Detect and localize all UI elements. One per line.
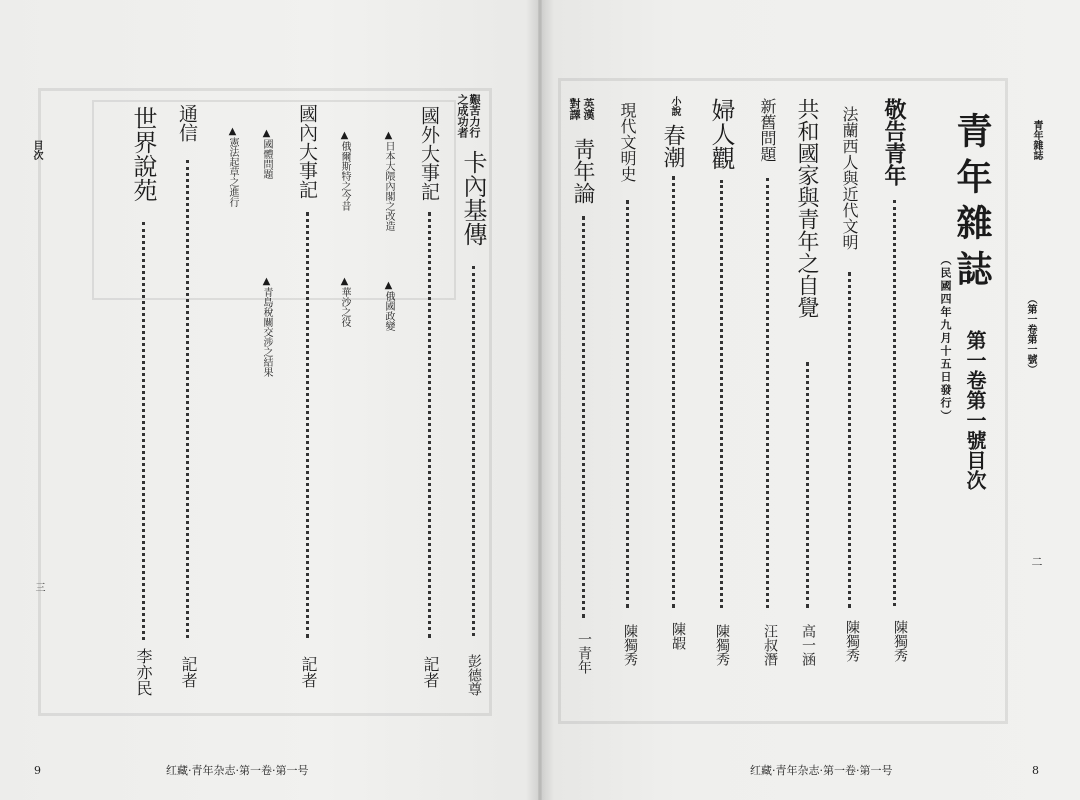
entry-author: 陳嘏 [670,622,686,650]
entry-title: 通信 [176,104,198,142]
leader-dots [582,216,585,618]
entry-title: 靑年論 [570,138,595,204]
margin-head: 目次 [31,140,42,160]
entry-author: 陳獨秀 [844,620,860,662]
subitem: ▲俄國政變 [383,280,394,331]
entry-title: 國內大事記 [296,104,318,199]
subitem: ▲日本大隈內閣之改造 [383,130,394,231]
leader-dots [806,362,809,608]
entry-label-bottom: 對譯 [568,98,581,120]
masthead: 青年雜誌 [951,112,993,296]
running-head-issue: （第一卷第一號） [1025,294,1036,374]
entry-author: 陳獨秀 [622,624,638,666]
entry-label-top: 艱苦力行 [468,94,481,138]
leader-dots [766,178,769,608]
subitem: ▲國體問題 [261,128,272,179]
entry-label-top: 英漢 [582,98,595,120]
entry-author: 記者 [179,656,198,688]
subitem: ▲華沙之役 [339,276,350,327]
book-gutter [526,0,554,800]
right-page [542,0,1080,800]
entry-title: 春潮 [660,124,685,168]
leader-dots [720,180,723,608]
entry-author: 陳獨秀 [714,624,730,666]
entry-title: 世界說苑 [129,106,157,202]
entry-author: 彭德尊 [466,654,482,696]
entry-author: 陳獨秀 [892,620,908,662]
entry-title: 婦人觀 [707,98,735,170]
entry-author: 汪叔潛 [762,624,778,666]
page-number: 8 [1032,764,1039,777]
page-number: 9 [34,764,41,777]
leader-dots [142,222,145,640]
entry-label-bottom: 之成功者 [456,94,469,138]
leader-dots [306,212,309,638]
entry-author: 李亦民 [134,648,153,696]
entry-title: 新舊問題 [758,98,777,162]
leader-dots [848,272,851,608]
entry-title: 國外大事記 [418,106,440,201]
entry-author: 記者 [299,656,318,688]
entry-author: 一青年 [576,632,592,674]
entry-title: 卡內基傳 [459,150,487,246]
leader-dots [893,200,896,606]
leader-dots [626,200,629,608]
entry-title: 現代文明史 [618,102,637,182]
issue-date: （民國四年九月十五日發行） [939,254,952,423]
running-head-folio: 二 [1030,556,1043,567]
subitem: ▲青島稅關交涉之結果 [261,276,272,377]
subitem: ▲俄爾斯特之今昔 [339,130,350,211]
left-page [0,0,538,800]
leader-dots [428,212,431,638]
entry-title: 共和國家與青年之自覺 [794,98,819,318]
running-head-title: 青年雜誌 [1031,120,1042,160]
leader-dots [472,266,475,636]
leader-dots [672,176,675,608]
issue-title: 第一卷第一號目次 [963,330,987,490]
entry-author: 高一涵 [800,624,816,666]
entry-title: 法蘭西人與近代文明 [840,106,859,250]
entry-author: 記者 [421,656,440,688]
leader-dots [186,160,189,638]
page-footer: 红藏·青年杂志·第一卷·第一号 [166,764,309,777]
entry-label: 小說 [669,96,680,116]
margin-folio: 三 [33,582,44,592]
entry-title: 敬告青年 [881,98,907,186]
page-footer: 红藏·青年杂志·第一卷·第一号 [750,764,893,777]
subitem: ▲憲法起草之進行 [227,126,238,207]
